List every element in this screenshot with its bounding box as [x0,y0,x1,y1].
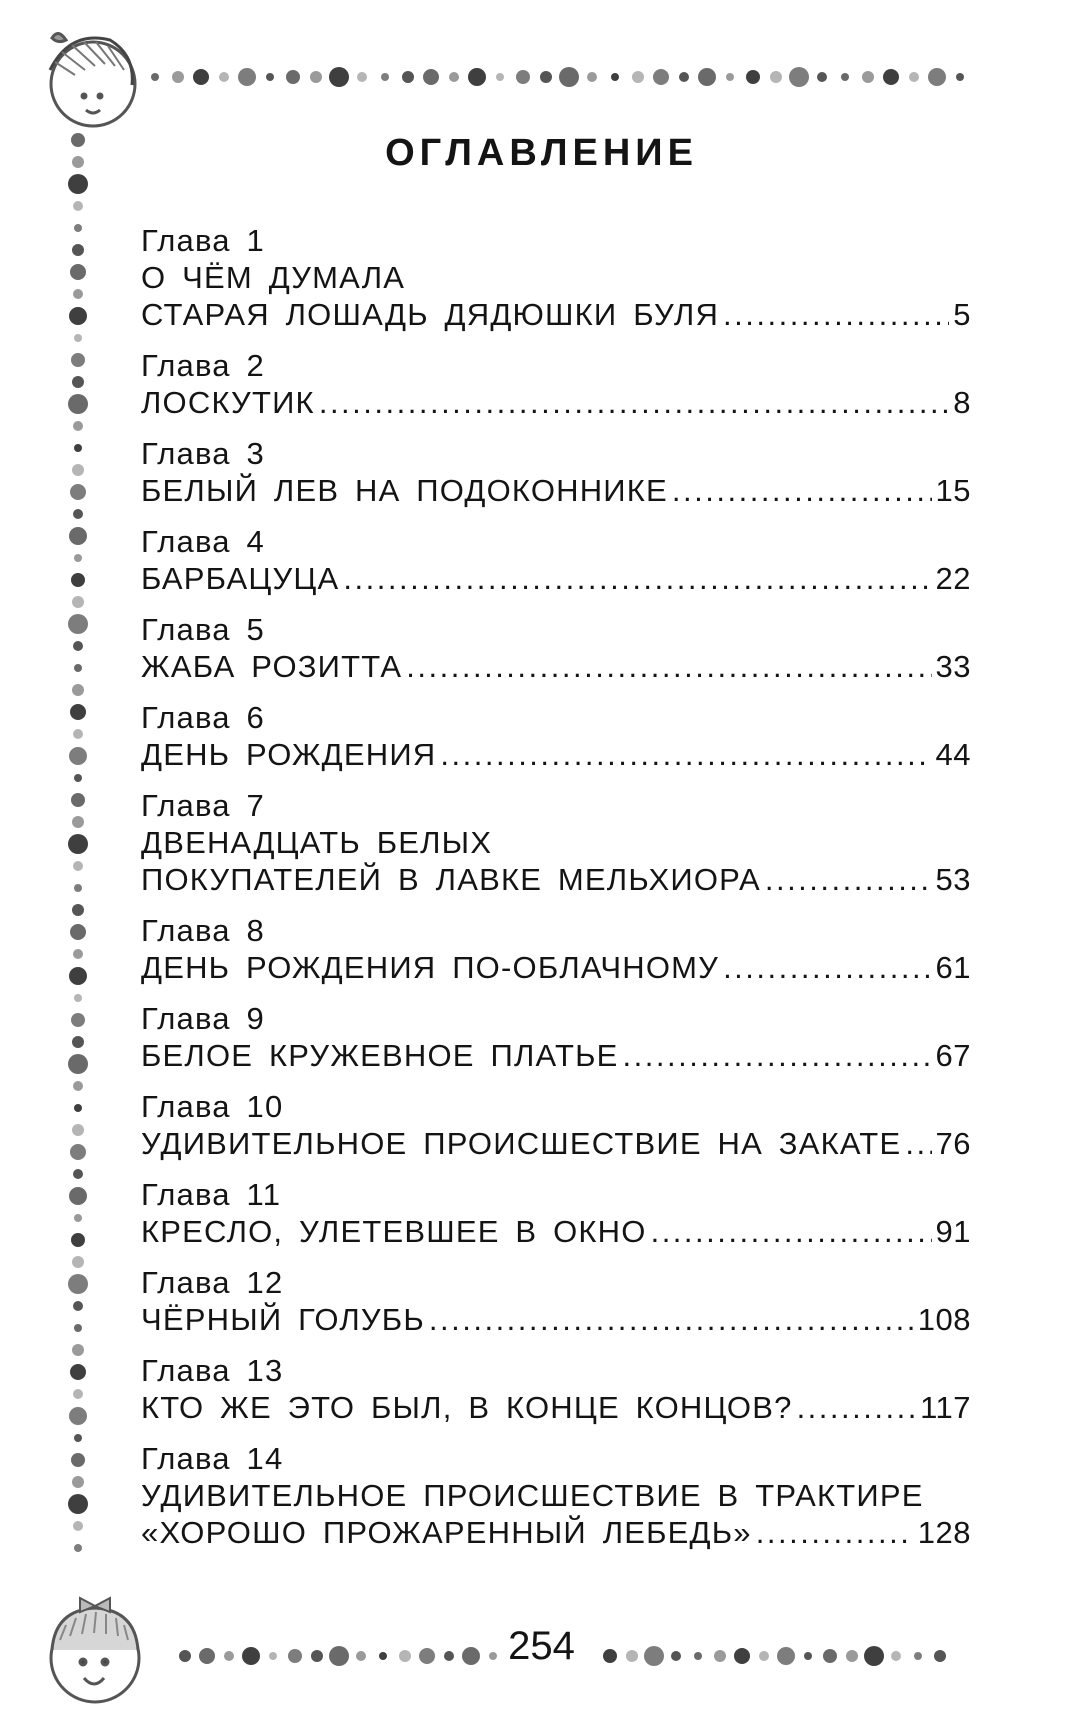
border-dot [74,1544,82,1552]
border-dot [68,614,88,634]
dot-leader [797,1389,917,1426]
toc-entry [141,1088,971,1162]
dot-leader [319,384,949,421]
chapter-title-row [141,1301,971,1338]
border-dot [698,68,716,86]
chapter-page-number: 22 [935,561,971,596]
chapter-title: СТАРАЯ ЛОШАДЬ ДЯДЮШКИ БУЛЯ [141,297,720,332]
chapter-page-number: 128 [917,1515,971,1550]
border-dot [74,1214,82,1222]
border-dot [68,394,88,414]
toc-entry [141,611,971,685]
border-dot [70,484,86,500]
border-dot [73,509,83,519]
border-dot [172,71,184,83]
border-dot [653,69,669,85]
border-dot [449,72,459,82]
chapter-title-row [141,736,971,773]
border-dot [69,747,87,765]
border-dot [72,684,84,696]
chapter-label: Глава 9 [141,1001,265,1036]
toc-entry [141,787,971,898]
chapter-title-row [141,1389,971,1426]
chapter-page-number: 67 [935,1038,971,1073]
border-dot [73,201,83,211]
border-dot [73,421,83,431]
chapter-title-row [141,1213,971,1250]
chapter-label: Глава 1 [141,223,265,258]
border-dot [193,69,209,85]
dot-leader [429,1301,914,1338]
chapter-page-number: 61 [935,950,971,985]
dot-leader [651,1213,932,1250]
chapter-title: БАРБАЦУЦА [141,561,340,596]
border-dot [73,1081,83,1091]
border-dot [74,1324,82,1332]
chapter-title-row [141,1514,971,1551]
border-dot [73,1389,83,1399]
border-dot [68,1274,88,1294]
chapter-title: КТО ЖЕ ЭТО БЫЛ, В КОНЦЕ КОНЦОВ? [141,1390,793,1425]
border-dot [883,69,899,85]
border-dot [73,1169,83,1179]
chapter-label: Глава 7 [141,788,265,823]
border-dot [74,224,82,232]
chapter-label: Глава 12 [141,1265,284,1300]
chapter-title: «ХОРОШО ПРОЖАРЕННЫЙ ЛЕБЕДЬ» [141,1515,752,1550]
toc-entry [141,1176,971,1250]
border-dot [74,1104,82,1112]
chapter-title: КРЕСЛО, УЛЕТЕВШЕЕ В ОКНО [141,1214,647,1249]
chapter-title: ЖАБА РОЗИТТА [141,649,403,684]
chapter-label: Глава 5 [141,612,265,647]
chapter-page-number: 91 [935,1214,971,1249]
chapter-title-row [141,384,971,421]
border-dot [74,774,82,782]
chapter-title: ДЕНЬ РОЖДЕНИЯ [141,737,437,772]
chapter-label: Глава 3 [141,436,265,471]
toc-entry [141,1264,971,1338]
chapter-title: ДЕНЬ РОЖДЕНИЯ ПО-ОБЛАЧНОМУ [141,950,720,985]
border-dot [909,72,919,82]
border-dot [71,793,85,807]
border-dot [70,1144,86,1160]
toc-entry [141,347,971,421]
chapter-title-row [141,1037,971,1074]
border-dot [72,816,84,828]
dot-leader [623,1037,932,1074]
border-dot [74,1434,82,1442]
chapter-title-row [141,472,971,509]
chapter-title: БЕЛОЕ КРУЖЕВНОЕ ПЛАТЬЕ [141,1038,619,1073]
border-dot [70,1364,86,1380]
border-dot [72,596,84,608]
border-dot [73,289,83,299]
border-dot [632,71,644,83]
toc-entry [141,912,971,986]
border-dot [73,861,83,871]
border-dot [69,527,87,545]
border-dot [71,1233,85,1247]
border-dot [73,1301,83,1311]
border-dot [357,72,367,82]
chapter-page-number: 8 [953,385,971,420]
border-dot [862,71,874,83]
border-dot [74,334,82,342]
chapter-label: Глава 14 [141,1441,284,1476]
border-dot [70,924,86,940]
border-dot [611,73,619,81]
border-dot [71,1453,85,1467]
border-dot [74,444,82,452]
page-number: 254 [508,1624,575,1668]
toc-entry [141,1000,971,1074]
chapter-title-line: ДВЕНАДЦАТЬ БЕЛЫХ [141,825,493,860]
chapter-title-row [141,296,971,333]
border-dot [72,464,84,476]
border-dot [468,68,486,86]
girl-face-top-icon [50,33,135,126]
border-dot [73,949,83,959]
border-dot [266,73,274,81]
border-dot [841,73,849,81]
chapter-title-row [141,861,971,898]
border-dot [516,70,530,84]
border-dot [72,1344,84,1356]
border-dot [69,307,87,325]
border-dot [770,71,782,83]
chapter-label: Глава 4 [141,524,265,559]
chapter-title: ЛОСКУТИК [141,385,315,420]
border-dot [73,1521,83,1531]
border-dot [72,376,84,388]
toc-entry [141,1352,971,1426]
border-dot [679,72,689,82]
border-dot [928,68,946,86]
chapter-title-line: О ЧЁМ ДУМАЛА [141,260,406,295]
chapter-page-number: 76 [935,1126,971,1161]
chapter-title-row [141,560,971,597]
chapter-page-number: 15 [935,473,971,508]
border-dot [71,573,85,587]
border-dot [74,664,82,672]
border-dot [68,1494,88,1514]
border-dot [68,174,88,194]
chapter-page-number: 108 [917,1302,971,1337]
page-title: ОГЛАВЛЕНИЕ [385,132,698,174]
dot-leader [343,560,931,597]
chapter-title-row [141,949,971,986]
border-dot [496,73,504,81]
border-dot [789,67,809,87]
dot-leader [440,736,931,773]
toc-entry [141,435,971,509]
border-dot [71,353,85,367]
chapter-title: УДИВИТЕЛЬНОЕ ПРОИСШЕСТВИЕ НА ЗАКАТЕ [141,1126,902,1161]
border-dot [68,1054,88,1074]
chapter-label: Глава 10 [141,1089,284,1124]
border-dot [817,72,827,82]
border-dot [71,1013,85,1027]
border-dot [68,834,88,854]
border-dot [72,1124,84,1136]
border-dot [72,1476,84,1488]
border-dot [69,967,87,985]
border-dot [74,994,82,1002]
dot-leader [406,648,931,685]
border-dot [402,71,414,83]
chapter-label: Глава 6 [141,700,265,735]
border-dot [72,1036,84,1048]
border-dot [559,67,579,87]
border-dot [72,244,84,256]
border-dot [286,70,300,84]
dot-leader [765,861,932,898]
dot-leader [672,472,932,509]
chapter-label: Глава 13 [141,1353,284,1388]
toc-entry [141,222,971,333]
chapter-label: Глава 8 [141,913,265,948]
border-dot [70,264,86,280]
chapter-page-number: 33 [935,649,971,684]
border-dot [746,70,760,84]
table-of-contents [141,222,971,1565]
chapter-page-number: 117 [920,1390,971,1425]
chapter-page-number: 5 [953,297,971,332]
border-dot [726,73,734,81]
border-dot [219,72,229,82]
chapter-page-number: 53 [935,862,971,897]
dot-leader [723,949,931,986]
border-dot [72,1256,84,1268]
chapter-title-row [141,648,971,685]
dot-leader [756,1514,914,1551]
toc-entry [141,699,971,773]
border-dot [587,72,597,82]
border-dot [73,729,83,739]
border-dot [72,904,84,916]
border-dot [69,1187,87,1205]
border-dot [310,71,322,83]
chapter-label: Глава 11 [141,1177,282,1212]
border-dot [74,554,82,562]
border-dot [329,67,349,87]
toc-entry [141,523,971,597]
chapter-label: Глава 2 [141,348,265,383]
chapter-title-line: УДИВИТЕЛЬНОЕ ПРОИСШЕСТВИЕ В ТРАКТИРЕ [141,1478,924,1513]
border-dot [381,73,389,81]
chapter-page-number: 44 [935,737,971,772]
border-dot [956,73,964,81]
dot-leader [723,296,949,333]
toc-entry [141,1440,971,1551]
chapter-title: ЧЁРНЫЙ ГОЛУБЬ [141,1302,425,1337]
border-dot [151,73,159,81]
border-dot [69,1407,87,1425]
chapter-title: ПОКУПАТЕЛЕЙ В ЛАВКЕ МЕЛЬХИОРА [141,862,761,897]
border-dot [423,69,439,85]
chapter-title-row [141,1125,971,1162]
dot-leader [905,1125,931,1162]
border-dot [74,884,82,892]
chapter-title: БЕЛЫЙ ЛЕВ НА ПОДОКОННИКЕ [141,473,668,508]
border-dot [73,641,83,651]
border-dot [238,68,256,86]
border-dot [70,704,86,720]
border-dot [540,71,552,83]
